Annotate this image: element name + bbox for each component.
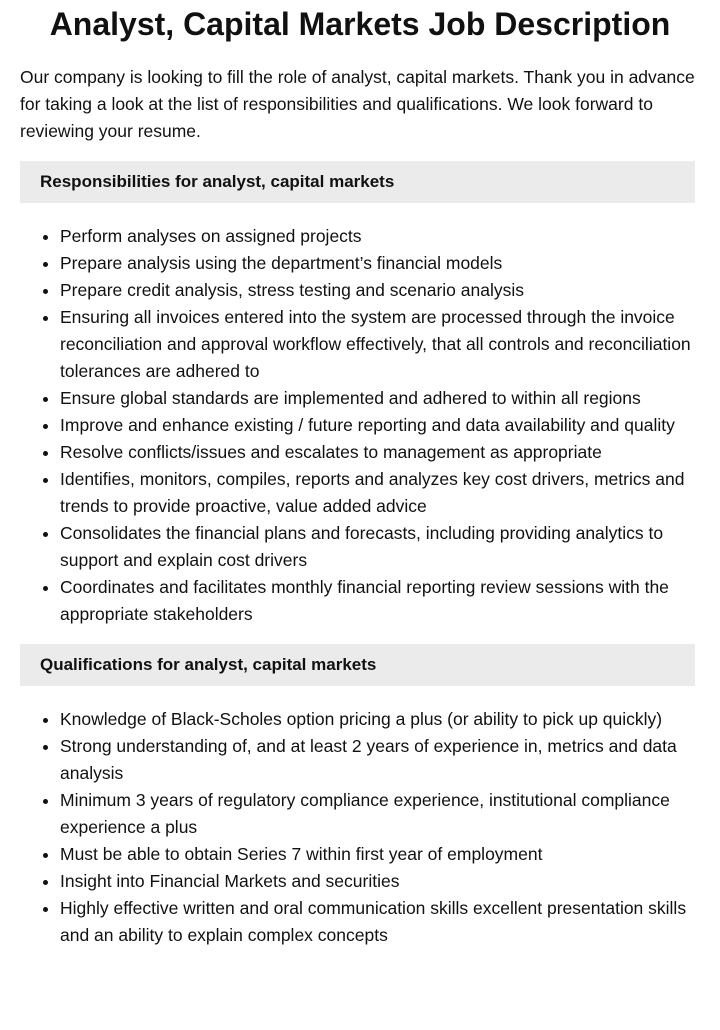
page-title: Analyst, Capital Markets Job Description xyxy=(49,6,671,42)
list-item: • Knowledge of Black-Scholes option pricing a plus (or ability to pick up quickly) xyxy=(60,706,700,733)
list-item: • Resolve conflicts/issues and escalates to management as appropriate xyxy=(60,439,700,466)
list-item: • Insight into Financial Markets and securities xyxy=(60,868,700,895)
responsibilities-heading: Responsibilities for analyst, capital markets xyxy=(20,161,695,203)
list-item: • Prepare analysis using the department’s financial models xyxy=(60,250,700,277)
list-item: • Minimum 3 years of regulatory compliance experience, institutional compliance experience a plus xyxy=(60,787,700,841)
list-item: • Identifies, monitors, compiles, reports and analyzes key cost drivers, metrics and trends to provide proactive, value added advice xyxy=(60,466,700,520)
responsibilities-list xyxy=(20,223,700,628)
intro-text: Our company is looking to fill the role of analyst, capital markets. Thank you in advance for taking a look at the list of responsibilities and qualifications. We look forward to reviewing your resume. xyxy=(20,67,695,141)
list-item: • Coordinates and facilitates monthly financial reporting review sessions with the appropriate stakeholders xyxy=(60,574,700,628)
list-item: • Improve and enhance existing / future reporting and data availability and quality xyxy=(60,412,700,439)
list-item: • Highly effective written and oral communication skills excellent presentation skills and an ability to explain complex concepts xyxy=(60,895,700,949)
list-item: • Consolidates the financial plans and forecasts, including providing analytics to support and explain cost drivers xyxy=(60,520,700,574)
list-item: • Ensuring all invoices entered into the system are processed through the invoice reconciliation and approval workflow effectively, that all controls and reconciliation tolerances are adhered to xyxy=(60,304,700,385)
qualifications-heading: Qualifications for analyst, capital markets xyxy=(20,644,695,686)
list-item: • Strong understanding of, and at least 2 years of experience in, metrics and data analysis xyxy=(60,733,700,787)
list-item: • Ensure global standards are implemented and adhered to within all regions xyxy=(60,385,700,412)
list-item: • Perform analyses on assigned projects xyxy=(60,223,700,250)
list-item: • Must be able to obtain Series 7 within first year of employment xyxy=(60,841,700,868)
list-item: • Prepare credit analysis, stress testing and scenario analysis xyxy=(60,277,700,304)
qualifications-list xyxy=(20,706,700,949)
